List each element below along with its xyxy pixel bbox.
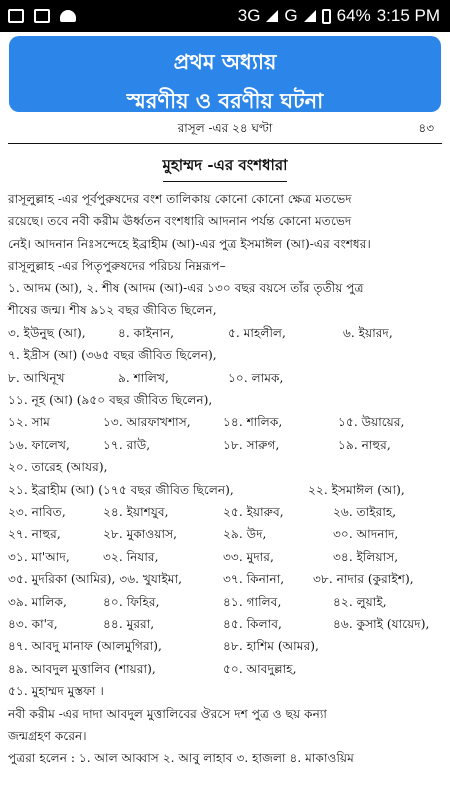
network-type-2: G xyxy=(284,6,298,25)
signal-icon xyxy=(266,10,278,22)
lineage-row: ২১. ইব্রাহীম (আ) (১৭৫ বছর জীবিত ছিলেন), ২২. ইসমাঈল (আ), xyxy=(8,482,405,497)
battery-level: 64% xyxy=(336,6,371,25)
lineage-row: ২৩. নাবিত, ২৪. ইয়াশযুব, ২৫. ইয়ারুব, ২৬. তাইরাহ, xyxy=(8,505,397,520)
lineage-item-1-cont: শীষের জন্ম। শীষ ৯১২ বছর জীবিত ছিলেন, xyxy=(8,303,217,318)
notification-icons xyxy=(0,9,76,23)
signal-icon-2 xyxy=(304,10,316,22)
clock: 3:15 PM xyxy=(376,6,440,25)
lineage-row: ৫১. মুহাম্মদ মুস্তফা । xyxy=(8,684,104,699)
lineage-row: ২৭. নাহুর, ২৮. মুকাওয়াস, ২৯. উদ, ৩০. আদনাদ, xyxy=(8,527,399,542)
closing-line-1: নবী করীম -এর দাদা আবদুল মুত্তালিবের ঔরসে দশ পুত্র ও ছয় কন্যা xyxy=(8,706,327,721)
intro-line-3: নেই। আদনান নিঃসন্দেহে ইব্রাহীম (আ)-এর পুত্র ইসমাঈল (আ)-এর বংশধর। xyxy=(8,236,371,251)
intro-line-1: রাসূলুল্লাহ -এর পূর্বপুরুষদের বংশ তালিকায় কোনো কোনো ক্ষেত্র মতভেদ xyxy=(8,192,352,206)
section-title: মুহাম্মদ -এর বংশধারা xyxy=(8,154,442,182)
lineage-row: ১২. সাম ১৩. আরফাখশাস, ১৪. শালিক, ১৫. উয়ায়ের, xyxy=(8,415,405,430)
lineage-row: ৮. আখিনূখ ৯. শালিখ, ১০. লামক, xyxy=(8,370,284,385)
android-icon xyxy=(60,10,76,22)
closing-line-2: জন্মগ্রহণ করেন। xyxy=(8,728,87,743)
running-head-text: রাসূল -এর ২৪ ঘণ্টা xyxy=(177,121,273,135)
chapter-header xyxy=(9,36,441,112)
page-number: ৪৩ xyxy=(418,121,434,135)
gallery-icon xyxy=(8,9,24,23)
lineage-row: ৩১. মা'আদ, ৩২. নিযার, ৩৩. মুদার, ৩৪. ইলিয়াস, xyxy=(8,549,399,564)
lineage-item-1: ১. আদম (আ), ২. শীষ (আদম (আ)-এর ১৩০ বছর বয়সে তাঁর তৃতীয় পুত্র xyxy=(8,281,364,296)
intro-line-2: রয়েছে। তবে নবী করীম ঊর্ধ্বতন বংশধারি আদনান পর্যন্ত কোনো মতভেদ xyxy=(8,214,352,229)
lineage-intro: রাসূলুল্লাহ -এর পিতৃপুরুষদের পরিচয় নিম্নরূপ– xyxy=(8,258,226,273)
lineage-row: ৪৭. আবদু মানাফ (আলমুগিরা), ৪৮. হাশিম (আমর), xyxy=(8,639,319,654)
sons-line: পুত্ররা হলেন : ১. আল আব্বাস ২. আবু লাহাব ৩. হাজলা ৪. মাকাওয়িম xyxy=(8,751,354,766)
lineage-row: ৪৩. কা'ব, ৪৪. মুররা, ৪৫. কিলাব, ৪৬. কুসাই (যায়েদ), xyxy=(8,617,430,632)
header-subtitle: স্মরণীয় ও বরণীয় ঘটনা xyxy=(126,89,324,113)
network-type: 3G xyxy=(237,6,261,25)
book-page xyxy=(8,118,442,770)
status-bar xyxy=(0,0,450,32)
lineage-row: ৩৫. মুদরিকা (আমির), ৩৬. খুযাইমা, ৩৭. কিনানা, ৩৮. নাদার (কুরাইশ), xyxy=(8,572,414,587)
lineage-row: ১১. নূহ (আ) (৯৫০ বছর জীবিত ছিলেন), xyxy=(8,393,213,407)
lineage-row: ৪৯. আবদুল মুত্তালিব (শায়রা), ৫০. আবদুল্লাহ, xyxy=(8,661,297,676)
message-icon xyxy=(34,9,50,23)
lineage-row: ২০. তারেহ (আযর), xyxy=(8,460,108,475)
battery-icon xyxy=(322,9,331,24)
running-head xyxy=(8,118,442,144)
lineage-row: ৭. ইদ্রীস (আ) (৩৬৫ বছর জীবিত ছিলেন), xyxy=(8,348,217,363)
lineage-row: ৩. ইউনুছ (আ), ৪. কাইনান, ৫. মাহলীল, ৬. ইয়ারদ, xyxy=(8,325,393,340)
lineage-row: ৩৯. মালিক, ৪০. ফিহির, ৪১. গালিব, ৪২. লুয়াই, xyxy=(8,594,387,609)
lineage-row: ১৬. ফালেখ, ১৭. রাউ, ১৮. সারুগ, ১৯. নাহুর, xyxy=(8,437,391,452)
header-title: প্রথম অধ্যায় xyxy=(173,50,277,74)
